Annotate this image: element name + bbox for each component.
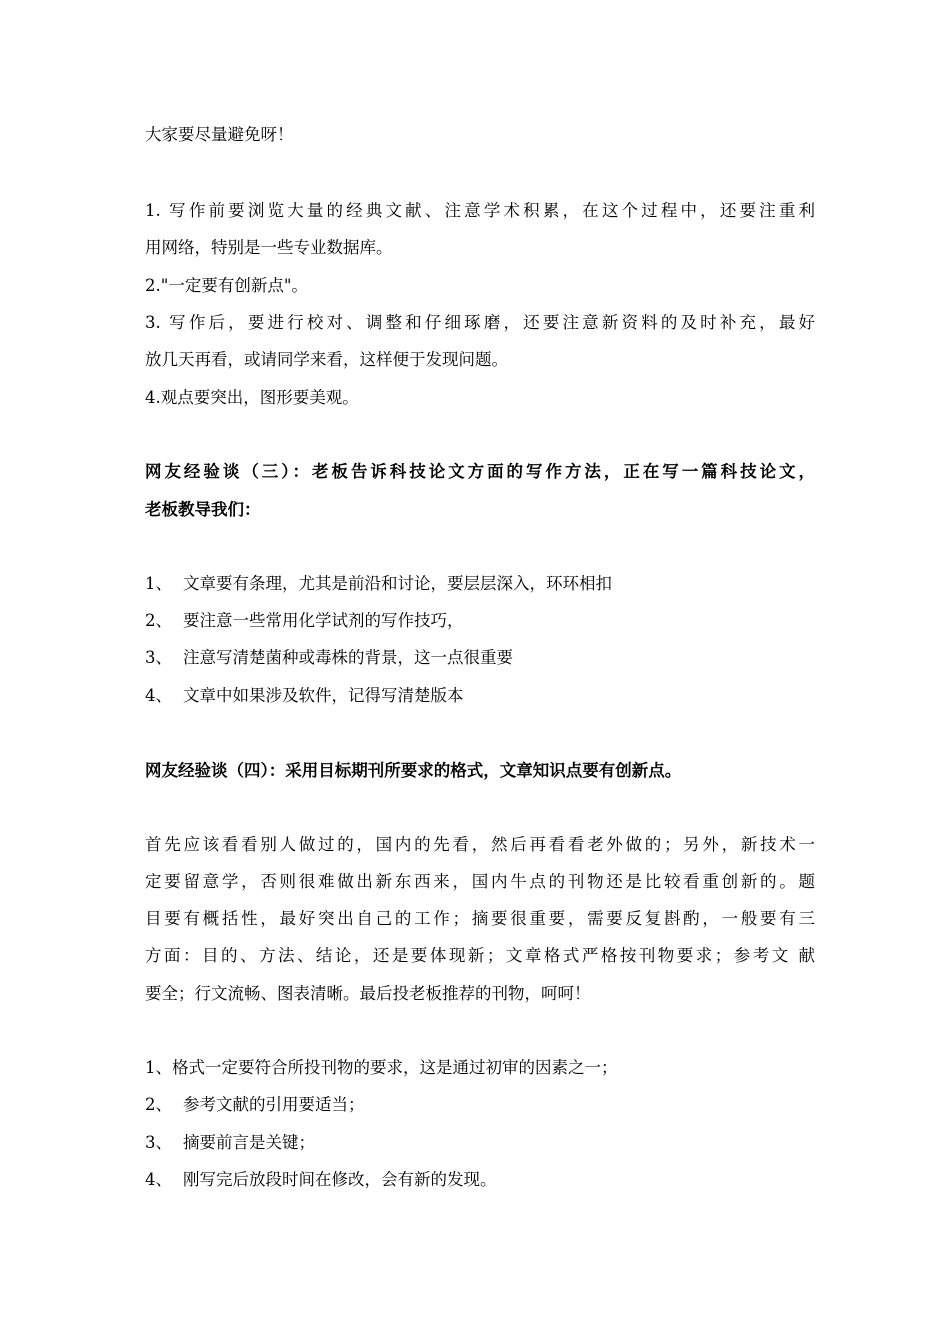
section3-list-item <box>145 609 815 633</box>
list-item-number: 3、 <box>145 648 172 667</box>
list1-item3-line2: 放几天再看，或请同学来看，这样便于发现问题。 <box>145 350 508 369</box>
list-item-text: 注意写清楚菌种或毒株的背景，这一点很重要 <box>183 648 513 667</box>
list1-item1-line2: 用网络，特别是一些专业数据库。 <box>145 238 393 257</box>
section4-list-item <box>145 1131 815 1155</box>
section3-list-item <box>145 572 815 596</box>
section4-list-item <box>145 1093 815 1117</box>
section4-paragraph-line: 方面：目的、方法、结论，还是要体现新；文章格式严格按刊物要求；参考文 献 <box>145 946 815 965</box>
list-item-text: 摘要前言是关键； <box>183 1133 315 1152</box>
section4-list-item1: 1、格式一定要符合所投刊物的要求，这是通过初审的因素之一； <box>145 1058 618 1077</box>
list1-item2: 2."一定要有创新点"。 <box>145 276 308 295</box>
section4-paragraph-line: 目要有概括性，最好突出自己的工作；摘要很重要，需要反复斟酌，一般要有三 <box>145 909 815 928</box>
list-item-number: 3、 <box>145 1133 172 1152</box>
section4-heading: 网友经验谈（四）：采用目标期刊所要求的格式，文章知识点要有创新点。 <box>145 761 682 780</box>
section3-list-item <box>145 646 815 670</box>
section4-paragraph-line: 要全；行文流畅、图表清晰。最后投老板推荐的刊物，呵呵！ <box>145 984 591 1003</box>
list1-item4: 4.观点要突出，图形要美观。 <box>145 388 359 407</box>
list-item-number: 2、 <box>145 1095 172 1114</box>
list-item-number: 1、 <box>145 574 172 593</box>
section4-list-item <box>145 1168 815 1192</box>
list-item-number: 4、 <box>145 1170 172 1189</box>
list1-item3-line1: 3. 写作后，要进行校对、调整和仔细琢磨，还要注意新资料的及时补充，最好 <box>145 313 815 332</box>
list-item-number: 2、 <box>145 611 172 630</box>
section3-list-item <box>145 684 815 708</box>
section4-paragraph-line: 定要留意学，否则很难做出新东西来，国内牛点的刊物还是比较看重创新的。题 <box>145 872 815 891</box>
list1-item1-line1: 1. 写作前要浏览大量的经典文献、注意学术积累，在这个过程中，还要注重利 <box>145 201 815 220</box>
list-item-text: 文章要有条理，尤其是前沿和讨论，要层层深入，环环相扣 <box>183 574 612 593</box>
list-item-text: 要注意一些常用化学试剂的写作技巧， <box>183 611 464 630</box>
list-item-text: 刚写完后放段时间在修改，会有新的发现。 <box>183 1170 497 1189</box>
section3-heading-line2: 老板教导我们： <box>145 500 261 519</box>
intro-text: 大家要尽量避免呀！ <box>145 125 294 144</box>
list-item-text: 参考文献的引用要适当； <box>183 1095 365 1114</box>
list-item-text: 文章中如果涉及软件，记得写清楚版本 <box>183 686 464 705</box>
section3-heading-line1: 网友经验谈（三）：老板告诉科技论文方面的写作方法，正在写一篇科技论文， <box>145 462 815 481</box>
list-item-number: 4、 <box>145 686 172 705</box>
section4-paragraph-line: 首先应该看看别人做过的，国内的先看，然后再看看老外做的；另外，新技术一 <box>145 835 815 854</box>
